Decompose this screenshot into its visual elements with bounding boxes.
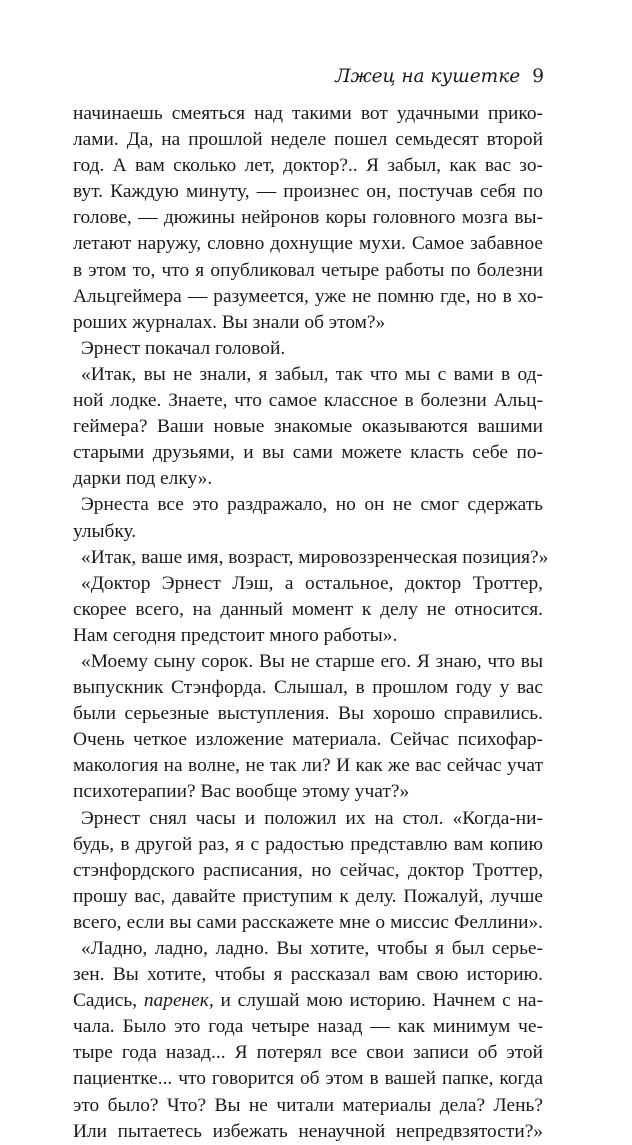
text-line: были серьезные выступления. Вы хорошо справились. xyxy=(73,703,543,725)
text-line: Альцгеймера — разумеется, уже не помню где, но в хо- xyxy=(73,285,543,307)
italic-word: паренек, xyxy=(143,990,214,1012)
text-line: скорее всего, на данный момент к делу не относится. xyxy=(73,598,543,620)
paragraph-first-line: «Доктор Эрнест Лэш, а остальное, доктор Троттер, xyxy=(81,572,543,594)
text-line: это было? Что? Вы не читали материалы дела? Лень? xyxy=(73,1094,543,1116)
text-line: Садись, паренек, и слушай мою историю. Начнем с на- xyxy=(73,990,543,1012)
text-line: Нам сегодня предстоит много работы». xyxy=(73,624,398,646)
body-text xyxy=(73,101,549,1145)
text-line: психотерапии? Вас вообще этому учат?» xyxy=(73,781,410,803)
text-line: голове, — дюжины нейронов коры головного мозга вы- xyxy=(73,207,543,229)
text-line: дарки под елку». xyxy=(73,468,213,490)
text-line: Или пытаетесь избежать ненаучной непредвзятости?» xyxy=(73,1120,543,1142)
paragraph-first-line: Эрнест снял часы и положил их на стол. «Когда-ни- xyxy=(81,807,543,829)
text-line: в этом то, что я опубликовал четыре работы по болезни xyxy=(73,259,543,281)
text-line: пациентке... что говорится об этом в вашей папке, когда xyxy=(73,1068,543,1090)
text-line: стэнфордского расписания, но сейчас, доктор Троттер, xyxy=(73,859,543,881)
text-line: лами. Да, на прошлой неделе пошел семьдесят второй xyxy=(73,129,543,151)
text-line: ной лодке. Знаете, что самое классное в болезни Альц- xyxy=(73,390,543,412)
text-line: улыбку. xyxy=(73,520,137,542)
text-line: начинаешь смеяться над такими вот удачными прико- xyxy=(73,103,543,124)
text-line: чала. Было это года четыре назад — как минимум че- xyxy=(73,1016,543,1038)
text-line: вут. Каждую минуту, — произнес он, постучав себя по xyxy=(73,181,543,203)
paragraph-first-line: «Итак, вы не знали, я забыл, так что мы с вами в од- xyxy=(81,363,543,385)
text-line: будь, в другой раз, я с радостью представлю вам копию xyxy=(73,833,543,855)
text-line: Очень четкое изложение материала. Сейчас психофар- xyxy=(73,729,543,751)
running-header xyxy=(335,66,544,88)
paragraph-first-line: Эрнеста все это раздражало, но он не смог сдержать xyxy=(81,494,543,516)
text-line: год. А вам сколько лет, доктор?.. Я забыл, как вас зо- xyxy=(73,155,543,177)
text-line: роших журналах. Вы знали об этом?» xyxy=(73,311,386,333)
page-number: 9 xyxy=(532,66,544,87)
text-line: геймера? Ваши новые знакомые оказываются вашими xyxy=(73,416,543,438)
text-line: всего, если вы сами расскажете мне о миссис Феллини». xyxy=(73,911,543,933)
text-line: зен. Вы хотите, чтобы я рассказал вам свою историю. xyxy=(73,964,543,986)
paragraph-first-line: «Итак, ваше имя, возраст, мировоззренческая позиция?» xyxy=(81,546,549,568)
paragraph-first-line: «Ладно, ладно, ладно. Вы хотите, чтобы я был серье- xyxy=(81,938,543,959)
paragraph-first-line: «Моему сыну сорок. Вы не старше его. Я знаю, что вы xyxy=(81,650,543,672)
text-line: тыре года назад... Я потерял все свои записи об этой xyxy=(73,1042,543,1064)
text-line: прошу вас, давайте приступим к делу. Пожалуй, лучше xyxy=(73,885,543,907)
book-title: Лжец на кушетке xyxy=(335,66,521,87)
text-line: выпускник Стэнфорда. Слышал, в прошлом году у вас xyxy=(73,677,543,699)
paragraph-first-line: Эрнест покачал головой. xyxy=(81,337,286,359)
text-line: старыми друзьями, и вы сами можете класть себе по- xyxy=(73,442,543,464)
text-line: макология на волне, не так ли? И как же вас сейчас учат xyxy=(73,755,543,777)
text-line: летают наружу, словно дохнущие мухи. Самое забавное xyxy=(73,233,543,255)
